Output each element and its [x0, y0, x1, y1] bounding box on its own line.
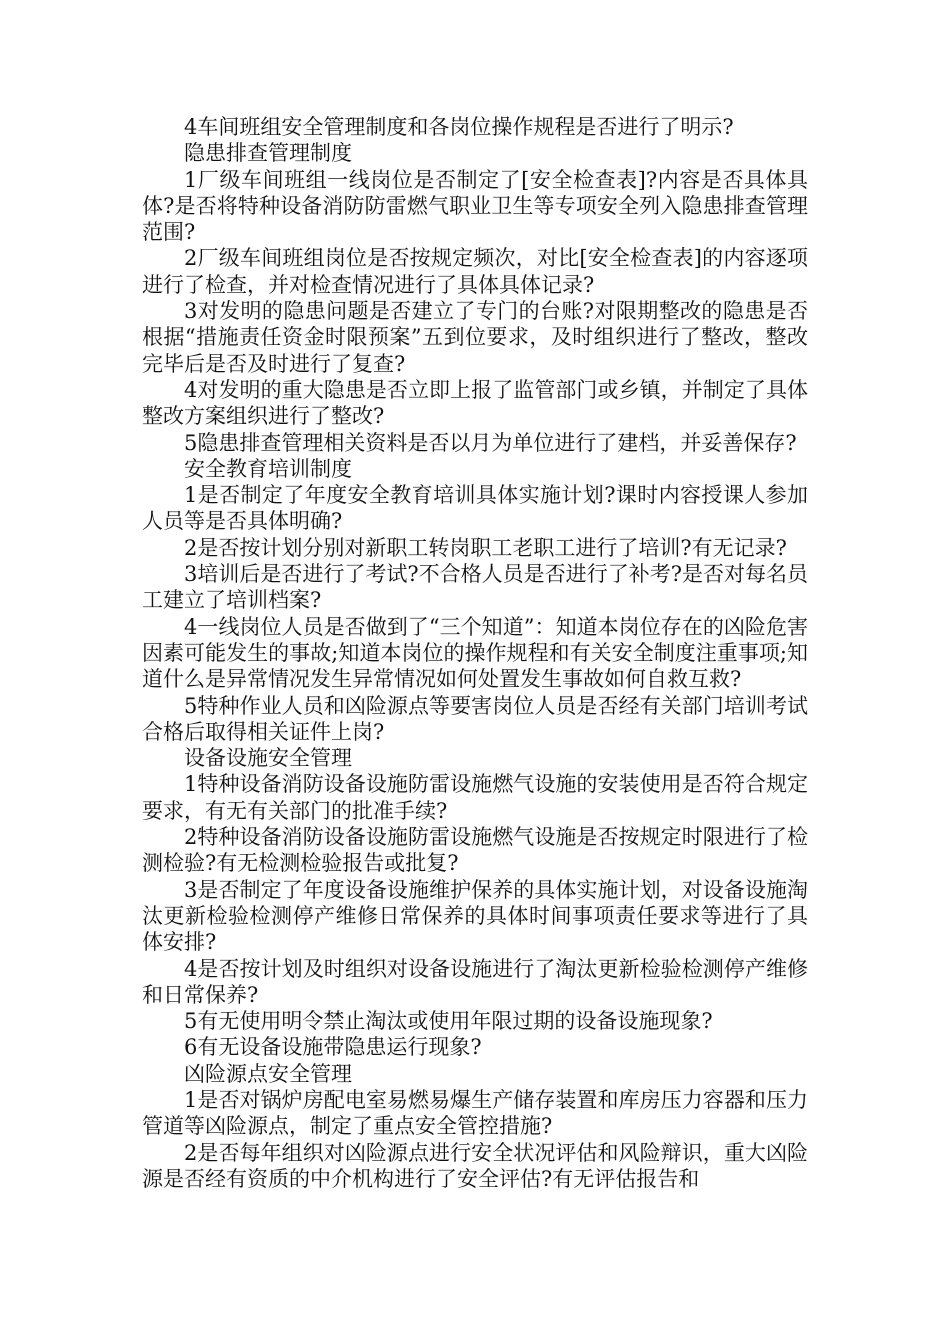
paragraph: 5有无使用明令禁止淘汰或使用年限过期的设备设施现象?: [184, 1009, 713, 1034]
paragraph: 6有无设备设施带隐患运行现象?: [184, 1035, 482, 1060]
paragraph: 1厂级车间班组一线岗位是否制定了[安全检查表]?内容是否具体具体?是否将特种设备消防防雷燃气职业卫生等专项安全列入隐患排查管理范围?: [142, 167, 808, 245]
paragraph: 3对发明的隐患问题是否建立了专门的台账?对限期整改的隐患是否根据“措施责任资金时限预案”五到位要求，及时组织进行了整改，整改完毕后是否及时进行了复查?: [142, 299, 808, 376]
paragraph: 5隐患排查管理相关资料是否以月为单位进行了建档，并妥善保存?: [184, 430, 797, 455]
paragraph: 2厂级车间班组岗位是否按规定频次，对比[安全检查表]的内容逐项进行了检查，并对检查情况进行了具体具体记录?: [142, 246, 808, 297]
paragraph: 2特种设备消防设备设施防雷设施燃气设施是否按规定时限进行了检测检验?有无检测检验报告或批复?: [142, 825, 808, 876]
paragraph: 4是否按计划及时组织对设备设施进行了淘汰更新检验检测停产维修和日常保养?: [142, 956, 808, 1007]
paragraph: 5特种作业人员和凶险源点等要害岗位人员是否经有关部门培训考试合格后取得相关证件上岗?: [142, 693, 808, 744]
paragraph: 3是否制定了年度设备设施维护保养的具体实施计划，对设备设施淘汰更新检验检测停产维修日常保养的具体时间事项责任要求等进行了具体安排?: [142, 877, 808, 955]
paragraph: 4对发明的重大隐患是否立即上报了监管部门或乡镇，并制定了具体整改方案组织进行了整改?: [142, 377, 808, 429]
paragraph: 1特种设备消防设备设施防雷设施燃气设施的安装使用是否符合规定要求，有无有关部门的批准手续?: [142, 772, 808, 823]
section-heading: 凶险源点安全管理: [184, 1061, 352, 1086]
section-heading: 设备设施安全管理: [184, 746, 352, 771]
paragraph: 2是否每年组织对凶险源点进行安全状况评估和风险辩识，重大凶险源是否经有资质的中介机构进行了安全评估?有无评估报告和: [142, 1140, 808, 1191]
paragraph: 2是否按计划分别对新职工转岗职工老职工进行了培训?有无记录?: [184, 535, 787, 560]
paragraph: 4车间班组安全管理制度和各岗位操作规程是否进行了明示?: [184, 115, 734, 139]
paragraph: 4一线岗位人员是否做到了“三个知道”：知道本岗位存在的凶险危害因素可能发生的事故;知道本岗位的操作规程和有关安全制度注重事项;知道什么是异常情况发生异常情况如何处置发生事故如何自救互救?: [142, 614, 808, 692]
paragraph: 1是否制定了年度安全教育培训具体实施计划?课时内容授课人参加人员等是否具体明确?: [142, 483, 808, 534]
paragraph: 1是否对锅炉房配电室易燃易爆生产储存装置和库房压力容器和压力管道等凶险源点，制定了重点安全管控措施?: [142, 1087, 808, 1139]
document-body: [142, 114, 808, 1192]
paragraph: 3培训后是否进行了考试?不合格人员是否进行了补考?是否对每名员工建立了培训档案?: [142, 562, 808, 613]
section-heading: 安全教育培训制度: [184, 456, 352, 481]
section-heading: 隐患排查管理制度: [184, 141, 352, 166]
